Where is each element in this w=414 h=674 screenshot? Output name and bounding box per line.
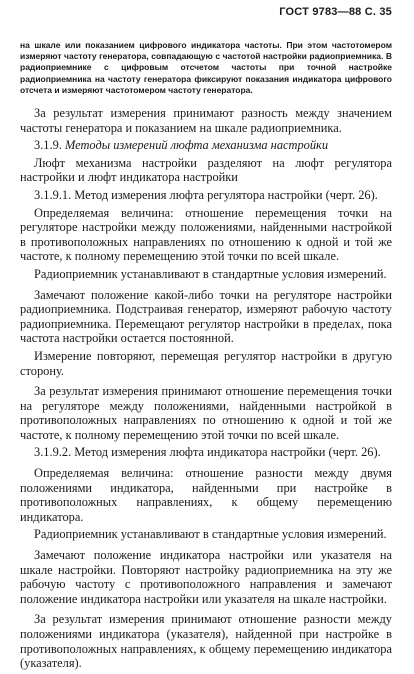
- subsection-3-1-9-2: 3.1.9.2. Метод измерения люфта индикатора настройки (черт. 26).: [34, 445, 381, 460]
- paragraph-standard-conditions: Радиоприемник устанавливают в стандартные условия измерений.: [34, 266, 387, 281]
- paragraph-result-indicator: За результат измерения принимают отношение разности между положениями индикатора (указателя), найденной при настройке в противоположных направлениях, к общему перемещению индикатора (указателя).: [20, 612, 392, 671]
- paragraph-procedure-indicator: Замечают положение индикатора настройки или указателя на шкале настройки. Повторяют настройку радиоприемника на эту же рабочую частоту с противоположного направления и замечают положение индикатора настройки или указателя на шкале настройки.: [20, 548, 392, 606]
- paragraph-result-frequency: За результат измерения принимают разность между значением частоты генератора и показанием на шкале радиоприемника.: [20, 106, 392, 135]
- paragraph-repeat: Измерение повторяют, перемещая регулятор настройки в другую сторону.: [20, 348, 392, 378]
- text-column: [20, 40, 392, 674]
- paragraph-definition-regulator: Определяемая величина: отношение перемещения точки на регуляторе настройки между положениями, найденными настройкой в противоположных направлениях по отношению к одной и той же частоте, к полному перемещению этой точки по всей шкале.: [20, 205, 392, 264]
- section-heading-3-1-9: [20, 138, 392, 153]
- paragraph-definition-indicator: Определяемая величина: отношение разности между двумя положениями индикатора, найденными при настройке в противоположных направлениях, к общему перемещению индикатора.: [20, 466, 392, 524]
- paragraph-procedure-regulator: Замечают положение какой-либо точки на регуляторе настройки радиоприемника. Подстраивая генератор, измеряют рабочую частоту радиоприемника. Перемещают регулятор настройки в пределах, пока частота настройки остается постоянной.: [20, 287, 392, 346]
- intro-paragraph: на шкале или показанием цифрового индикатора частоты. При этом частотомером измеряют частоту генератора, совпадающую с частотой настройки радиоприемника. В радиоприемнике с цифровым отсчетом частоты при точной настройке радиоприемника на частоту генератора фиксируют показания индикатора цифрового отсчета и измеряют частотомером частоту генератора.: [20, 40, 392, 95]
- paragraph-standard-conditions-2: Радиоприемник устанавливают в стандартные условия измерений.: [34, 527, 387, 542]
- page-header: ГОСТ 9783—88 С. 35: [279, 6, 392, 18]
- section-title: Методы измерений люфта механизма настройки: [65, 138, 329, 153]
- paragraph-result-regulator: За результат измерения принимают отношение перемещения точки на регуляторе между положениями, найденными настройкой в противоположных направлениях по отношению к одной и той же частоте, к полному перемещению этой точки по всей шкале.: [20, 384, 392, 442]
- section-number: 3.1.9.: [34, 138, 62, 153]
- subsection-3-1-9-1: 3.1.9.1. Метод измерения люфта регулятора настройки (черт. 26).: [34, 187, 378, 202]
- paragraph-backlash-types: Люфт механизма настройки разделяют на люфт регулятора настройки и люфт индикатора настройки: [20, 155, 392, 185]
